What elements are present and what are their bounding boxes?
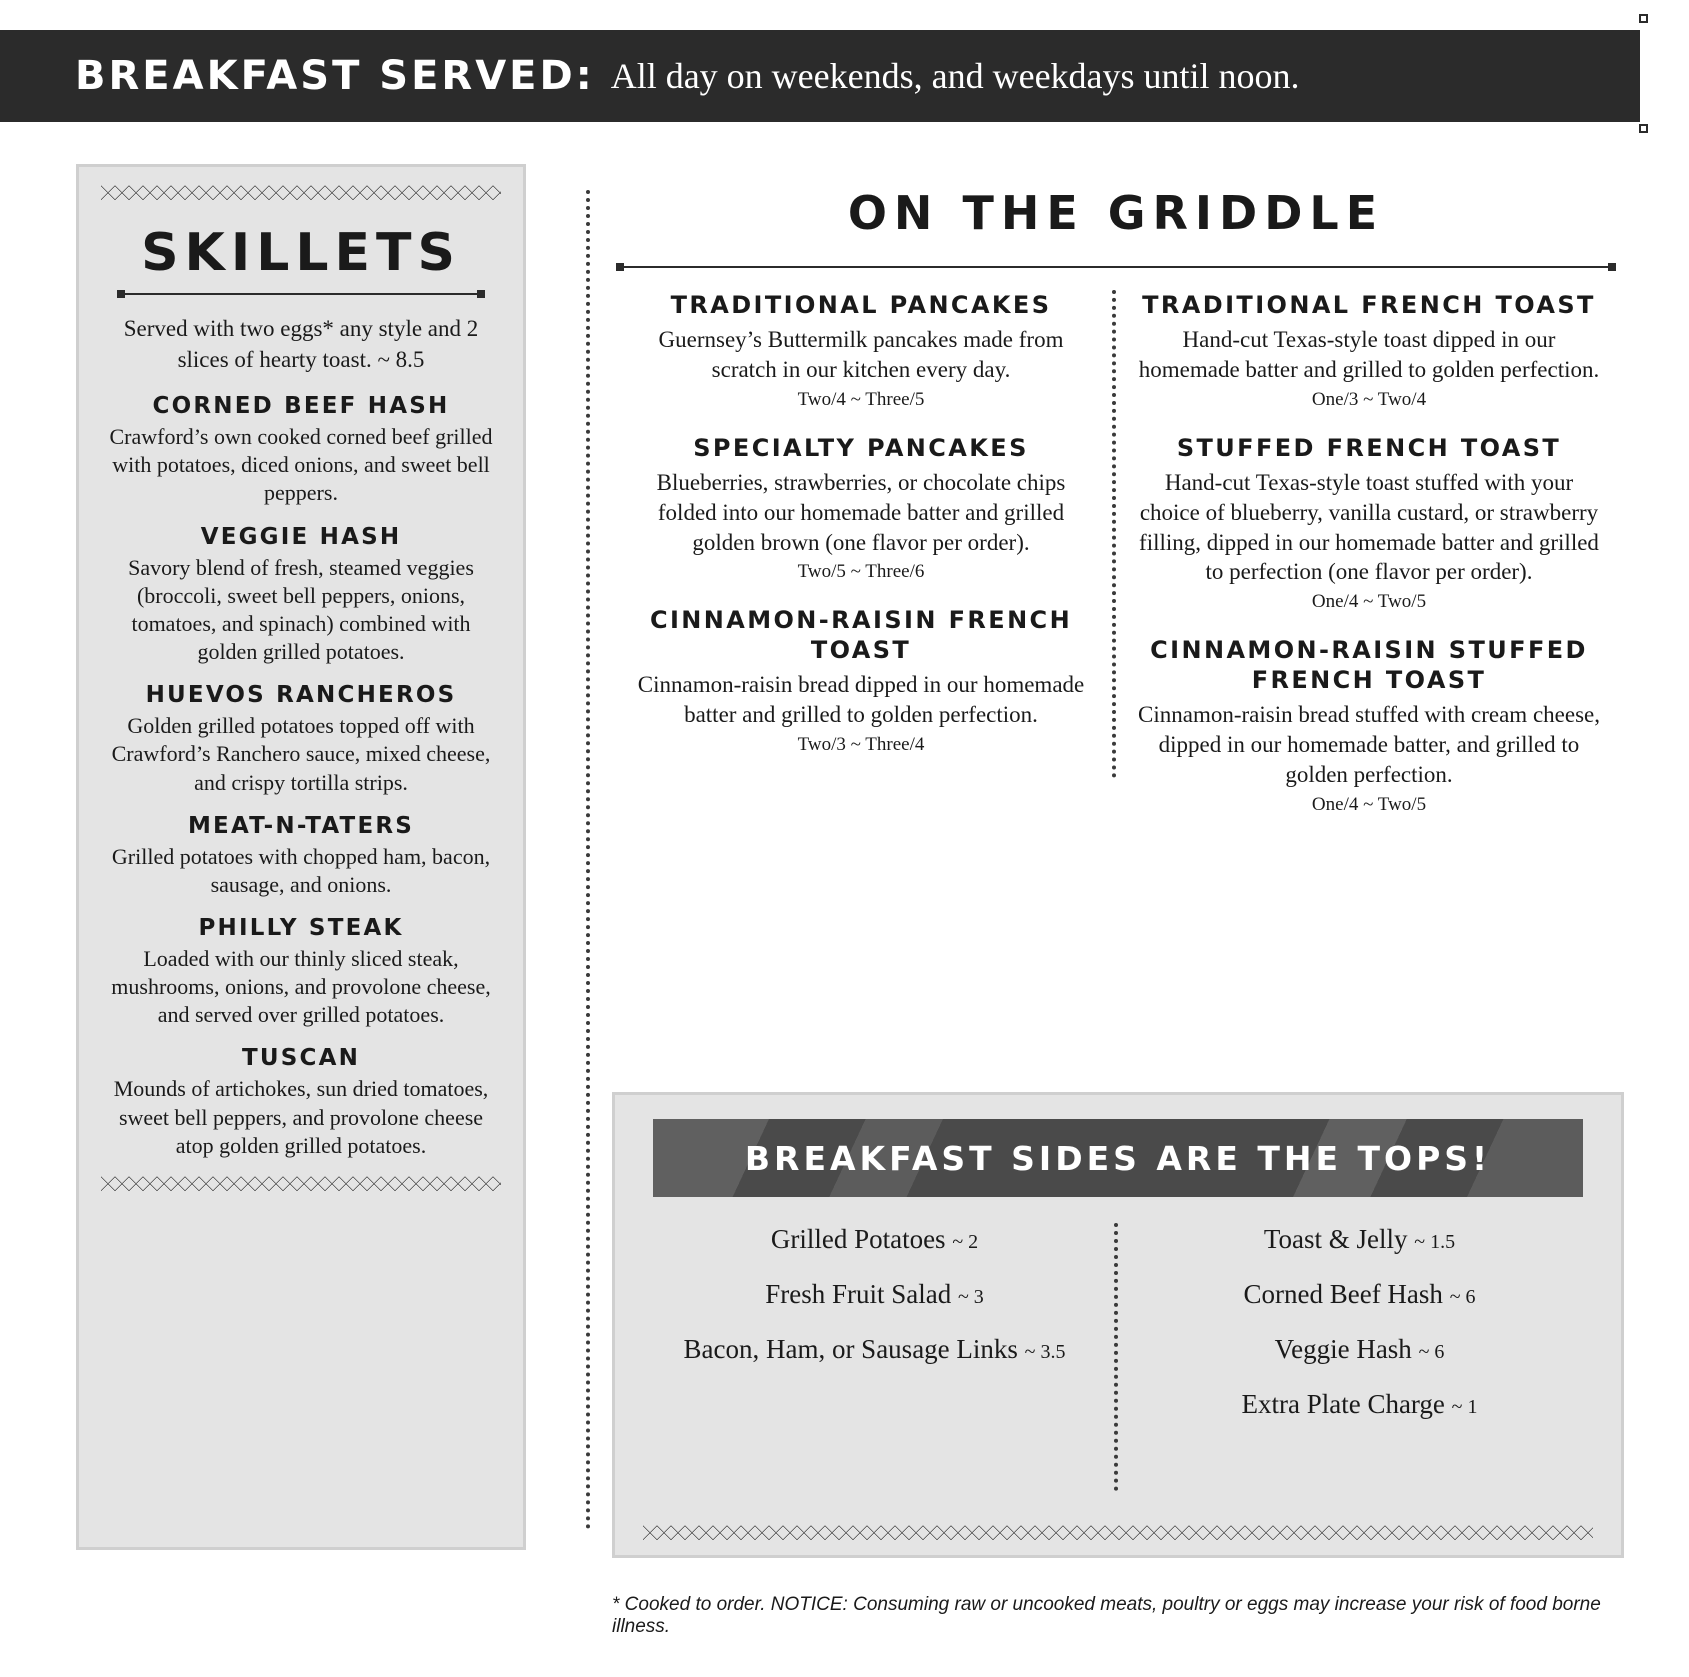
menu-item <box>1132 635 1606 816</box>
sides-right-column <box>1118 1223 1601 1491</box>
footnote: * Cooked to order. NOTICE: Consuming raw or uncooked meats, poultry or eggs may increase your risk of food borne illness. <box>612 1594 1601 1637</box>
skillets-panel <box>76 164 526 1550</box>
griddle-right-column <box>1116 290 1622 838</box>
side-item-name: Corned Beef Hash <box>1243 1278 1443 1309</box>
diamond-divider-icon <box>643 1525 1593 1541</box>
menu-item-name: TRADITIONAL FRENCH TOAST <box>1142 291 1596 319</box>
menu-item <box>626 433 1096 584</box>
menu-item-description: Hand-cut Texas-style toast stuffed with your choice of blueberry, vanilla custard, or strawberry filling, dipped in our homemade batter and grilled to perfection (one flavor per order). <box>1139 469 1599 585</box>
menu-item-name: MEAT-N-TATERS <box>187 812 415 839</box>
menu-item-description: Hand-cut Texas-style toast dipped in our homemade batter and grilled to golden perfection. <box>1138 327 1600 382</box>
side-item <box>1264 1223 1455 1256</box>
menu-item-price: Two/3 ~ Three/4 <box>797 734 925 756</box>
breakfast-sides-panel <box>612 1092 1624 1558</box>
griddle-title: ON THE GRIDDLE <box>847 186 1385 240</box>
vertical-dotted-divider <box>586 190 590 1530</box>
menu-item-name: CINNAMON-RAISIN FRENCH TOAST <box>649 606 1073 665</box>
menu-item-description: Blueberries, strawberries, or chocolate chips folded into our homemade batter and grilled golden brown (one flavor per order). <box>656 469 1066 555</box>
menu-item-name: STUFFED FRENCH TOAST <box>1176 433 1562 462</box>
menu-item <box>626 605 1096 756</box>
griddle-left-column <box>610 290 1116 778</box>
menu-item <box>1132 290 1606 411</box>
diamond-divider-icon <box>101 1176 501 1192</box>
side-item-price: ~ 3 <box>957 1285 984 1308</box>
side-item-name: Bacon, Ham, or Sausage Links <box>683 1333 1018 1364</box>
menu-item-description: Cinnamon-raisin bread dipped in our homemade batter and grilled to golden perfection. <box>637 672 1085 728</box>
menu-item <box>101 524 501 667</box>
menu-item-description: Cinnamon-raisin bread stuffed with cream cheese, dipped in our homemade batter, and grilled to golden perfection. <box>1138 702 1600 788</box>
side-item-price: ~ 2 <box>952 1231 979 1253</box>
side-item-price: ~ 6 <box>1418 1340 1445 1363</box>
side-item <box>1241 1388 1477 1421</box>
menu-item-price: One/4 ~ Two/5 <box>1311 591 1427 613</box>
menu-item <box>101 1045 501 1159</box>
skillets-rule <box>125 293 477 295</box>
side-item <box>1275 1333 1445 1366</box>
sides-left-column <box>635 1223 1118 1491</box>
menu-item-description: Golden grilled potatoes topped off with Crawford’s Ranchero sauce, mixed cheese, and crispy tortilla strips. <box>111 713 491 795</box>
side-item-price: ~ 6 <box>1449 1285 1476 1308</box>
side-item-name: Toast & Jelly <box>1263 1224 1408 1254</box>
menu-item-name: SPECIALTY PANCAKES <box>693 433 1029 462</box>
menu-item-name: TUSCAN <box>241 1045 361 1072</box>
side-item-price: ~ 3.5 <box>1024 1340 1066 1363</box>
side-item-price: ~ 1.5 <box>1414 1231 1456 1253</box>
banner-subtitle: All day on weekends, and weekdays until noon. <box>610 56 1300 96</box>
menu-item <box>101 813 501 899</box>
breakfast-served-banner <box>0 8 1673 124</box>
skillets-serve-note: Served with two eggs* any style and 2 slices of hearty toast. ~ 8.5 <box>123 316 479 373</box>
side-item-name: Fresh Fruit Salad <box>765 1278 952 1309</box>
side-item-name: Extra Plate Charge <box>1241 1388 1445 1419</box>
menu-item-name: VEGGIE HASH <box>200 523 402 550</box>
corner-mark-bottom-right-icon <box>1639 124 1648 133</box>
menu-item-price: One/4 ~ Two/5 <box>1311 794 1427 816</box>
side-item <box>1243 1278 1475 1311</box>
menu-item-description: Grilled potatoes with chopped ham, bacon, sausage, and onions. <box>111 843 491 897</box>
sides-banner-label: BREAKFAST SIDES ARE THE TOPS! <box>744 1138 1492 1178</box>
skillets-title: SKILLETS <box>141 223 461 283</box>
menu-item-name: CORNED BEEF HASH <box>152 393 450 420</box>
menu-item-name: HUEVOS RANCHEROS <box>145 682 457 709</box>
menu-item <box>1132 433 1606 614</box>
menu-item-price: Two/4 ~ Three/5 <box>797 388 925 410</box>
menu-item-name: PHILLY STEAK <box>198 914 404 941</box>
menu-item-description: Mounds of artichokes, sun dried tomatoes, sweet bell peppers, and provolone cheese atop golden grilled potatoes. <box>113 1076 489 1158</box>
sides-banner <box>653 1119 1583 1197</box>
banner-bar <box>0 30 1640 122</box>
side-item-price: ~ 1 <box>1451 1395 1478 1418</box>
menu-item <box>101 682 501 796</box>
menu-item-description: Savory blend of fresh, steamed veggies (broccoli, sweet bell peppers, onions, tomatoes, and spinach) combined with golden grilled potatoes. <box>128 554 474 665</box>
menu-item-name: CINNAMON-RAISIN STUFFED FRENCH TOAST <box>1150 636 1588 695</box>
banner-title: BREAKFAST SERVED: <box>75 53 595 99</box>
side-item <box>765 1278 984 1311</box>
side-item <box>771 1223 978 1256</box>
side-item-name: Veggie Hash <box>1274 1333 1412 1364</box>
menu-item <box>101 393 501 507</box>
menu-item-description: Loaded with our thinly sliced steak, mushrooms, onions, and provolone cheese, and served over grilled potatoes. <box>111 945 491 1028</box>
menu-item <box>101 915 501 1029</box>
menu-item-price: One/3 ~ Two/4 <box>1311 388 1427 410</box>
griddle-section <box>610 186 1622 838</box>
menu-item-price: Two/5 ~ Three/6 <box>797 561 925 583</box>
menu-item-name: TRADITIONAL PANCAKES <box>670 291 1052 319</box>
corner-mark-top-right-icon <box>1639 14 1648 23</box>
diamond-divider-icon <box>101 185 501 201</box>
griddle-rule <box>622 266 1610 268</box>
side-item-name: Grilled Potatoes <box>770 1224 946 1254</box>
menu-item <box>626 290 1096 411</box>
side-item <box>683 1333 1065 1366</box>
menu-item-description: Crawford’s own cooked corned beef grilled with potatoes, diced onions, and sweet bell peppers. <box>109 424 493 506</box>
menu-item-description: Guernsey’s Buttermilk pancakes made from scratch in our kitchen every day. <box>658 327 1064 382</box>
